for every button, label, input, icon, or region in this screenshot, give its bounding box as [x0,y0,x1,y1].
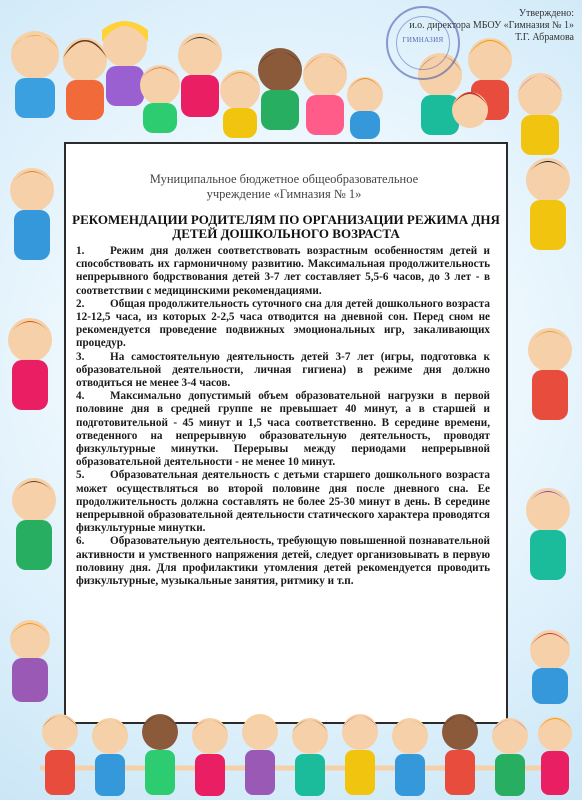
item-number: 6. [76,535,85,548]
list-item [76,245,490,298]
recommendations-list [76,245,490,588]
item-number: 3. [76,350,85,363]
list-item [76,351,490,391]
children-illustration-bottom [0,700,582,800]
item-text: Максимально допустимый объем образовательной нагрузки в первой половине дня в средней группе не превышает 40 минут, а в старшей и подготовительной - 45 минут и 1,5 часа соответственно. В середине времени, отведенного на непрерывную образовательную деятельность, проводят физкультурные минутки. Перерывы между периодами непрерывной образовательной деятельности - не менее 10 минут. [76,390,490,469]
org-line-2: учреждение «Гимназия № 1» [206,187,362,201]
approval-name: Т.Г. Абрамова [515,32,574,43]
item-text: Образовательная деятельность с детьми старшего дошкольного возраста может осуществляться во второй половине дня после дневного сна. Ее продолжительность должна составлять не более 25-30 минут в день. В середине непрерывной образовательной деятельности статического характера проводятся физкультурные минутки. [76,469,490,535]
list-item [76,298,490,351]
title-line-1: РЕКОМЕНДАЦИИ РОДИТЕЛЯМ ПО ОРГАНИЗАЦИИ РЕЖИМА ДНЯ [72,212,500,227]
list-item [76,535,490,588]
stamp-text: ГИМНАЗИЯ [402,36,444,44]
seal-stamp [386,6,460,80]
approval-position: и.о. директора МБОУ «Гимназия № 1» [409,20,574,31]
list-item [76,390,490,469]
item-text: Образовательную деятельность, требующую повышенной познавательной активности и умственного напряжения детей, следует организовывать в первую половину дня. Для профилактики утомления детей рекомендуется проводить физкультурные, музыкальные занятия, ритмику и т.п. [76,535,490,588]
title-line-2: ДЕТЕЙ ДОШКОЛЬНОГО ВОЗРАСТА [172,226,400,241]
item-number: 2. [76,297,85,310]
item-text: На самостоятельную деятельность детей 3-7 лет (игры, подготовка к образовательной деятельности, личная гигиена) в режиме дня должно отводиться не менее 3-4 часов. [76,350,490,390]
org-line-1: Муниципальное бюджетное общеобразовательное [149,172,419,186]
item-text: Режим дня должен соответствовать возрастным особенностям детей и способствовать их гармоничному развитию. Максимальная продолжительность непрерывного бодрствования детей 3-7 лет составляет 5,5-6 часов, до 3 лет - в соответствии с медицинскими рекомендациями. [76,245,490,297]
item-text: Общая продолжительность суточного сна для детей дошкольного возраста 12-12,5 часа, из которых 2-2,5 часа отводится на дневной сон. Перед сном не рекомендуется проведение подвижных эмоциональных игр, закаливающих процедур. [76,297,490,350]
item-number: 5. [76,469,85,482]
organization-name [64,172,504,202]
document-title [56,213,516,241]
item-number: 4. [76,390,85,403]
item-number: 1. [76,245,85,257]
approval-label: Утверждено: [518,8,574,19]
list-item [76,469,490,535]
